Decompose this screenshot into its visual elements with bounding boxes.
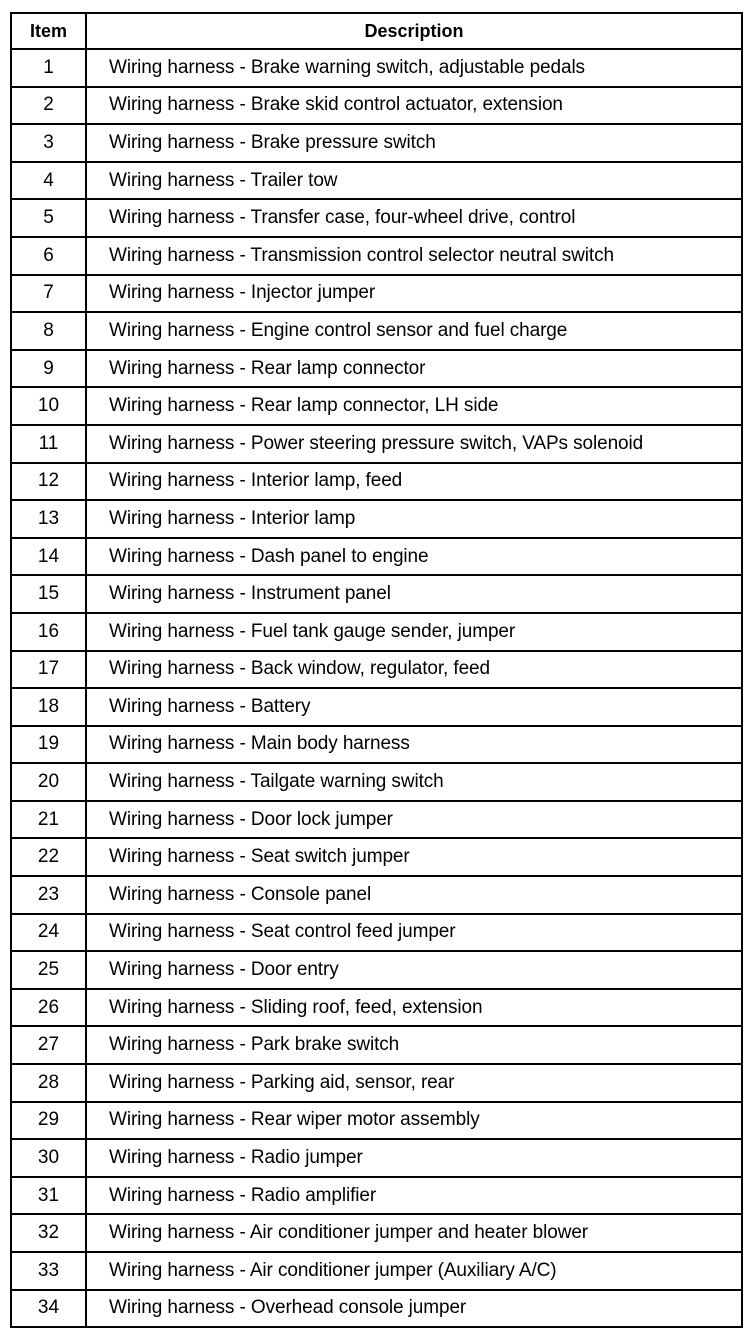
item-description-cell: Wiring harness - Parking aid, sensor, rear <box>86 1064 742 1102</box>
table-row <box>11 87 742 125</box>
table-row <box>11 651 742 689</box>
item-description-cell: Wiring harness - Air conditioner jumper and heater blower <box>86 1214 742 1252</box>
item-number-cell: 6 <box>11 237 86 275</box>
item-description-cell: Wiring harness - Power steering pressure switch, VAPs solenoid <box>86 425 742 463</box>
item-description-cell: Wiring harness - Radio jumper <box>86 1139 742 1177</box>
description-column-header: Description <box>86 13 742 49</box>
item-number-cell: 9 <box>11 350 86 388</box>
parts-table-container <box>10 12 741 1328</box>
item-description-cell: Wiring harness - Dash panel to engine <box>86 538 742 576</box>
item-number-cell: 29 <box>11 1102 86 1140</box>
item-number-cell: 26 <box>11 989 86 1027</box>
item-number-cell: 14 <box>11 538 86 576</box>
item-number-cell: 11 <box>11 425 86 463</box>
table-row <box>11 575 742 613</box>
table-row <box>11 801 742 839</box>
table-row <box>11 49 742 87</box>
table-row <box>11 463 742 501</box>
table-row <box>11 1139 742 1177</box>
table-row <box>11 275 742 313</box>
item-number-cell: 28 <box>11 1064 86 1102</box>
item-number-cell: 30 <box>11 1139 86 1177</box>
item-number-cell: 15 <box>11 575 86 613</box>
item-number-cell: 16 <box>11 613 86 651</box>
table-row <box>11 538 742 576</box>
item-number-cell: 33 <box>11 1252 86 1290</box>
table-row <box>11 914 742 952</box>
item-description-cell: Wiring harness - Console panel <box>86 876 742 914</box>
table-row <box>11 425 742 463</box>
item-number-cell: 2 <box>11 87 86 125</box>
item-number-cell: 19 <box>11 726 86 764</box>
item-number-cell: 13 <box>11 500 86 538</box>
item-description-cell: Wiring harness - Door lock jumper <box>86 801 742 839</box>
table-row <box>11 1064 742 1102</box>
table-row <box>11 838 742 876</box>
wiring-harness-table <box>10 12 743 1328</box>
item-description-cell: Wiring harness - Transmission control selector neutral switch <box>86 237 742 275</box>
item-description-cell: Wiring harness - Overhead console jumper <box>86 1290 742 1328</box>
item-description-cell: Wiring harness - Tailgate warning switch <box>86 763 742 801</box>
table-row <box>11 312 742 350</box>
item-description-cell: Wiring harness - Park brake switch <box>86 1026 742 1064</box>
item-description-cell: Wiring harness - Engine control sensor and fuel charge <box>86 312 742 350</box>
item-description-cell: Wiring harness - Back window, regulator, feed <box>86 651 742 689</box>
item-description-cell: Wiring harness - Seat switch jumper <box>86 838 742 876</box>
item-number-cell: 5 <box>11 199 86 237</box>
item-number-cell: 34 <box>11 1290 86 1328</box>
item-number-cell: 1 <box>11 49 86 87</box>
item-column-header: Item <box>11 13 86 49</box>
table-row <box>11 124 742 162</box>
table-row <box>11 1252 742 1290</box>
item-description-cell: Wiring harness - Brake pressure switch <box>86 124 742 162</box>
table-row <box>11 951 742 989</box>
table-row <box>11 237 742 275</box>
item-number-cell: 7 <box>11 275 86 313</box>
table-row <box>11 688 742 726</box>
item-description-cell: Wiring harness - Air conditioner jumper (Auxiliary A/C) <box>86 1252 742 1290</box>
item-description-cell: Wiring harness - Seat control feed jumper <box>86 914 742 952</box>
item-description-cell: Wiring harness - Interior lamp <box>86 500 742 538</box>
item-number-cell: 21 <box>11 801 86 839</box>
table-row <box>11 1214 742 1252</box>
table-row <box>11 1102 742 1140</box>
item-description-cell: Wiring harness - Instrument panel <box>86 575 742 613</box>
item-description-cell: Wiring harness - Main body harness <box>86 726 742 764</box>
item-description-cell: Wiring harness - Rear lamp connector, LH side <box>86 387 742 425</box>
item-description-cell: Wiring harness - Rear lamp connector <box>86 350 742 388</box>
table-row <box>11 500 742 538</box>
item-description-cell: Wiring harness - Injector jumper <box>86 275 742 313</box>
item-number-cell: 24 <box>11 914 86 952</box>
item-description-cell: Wiring harness - Fuel tank gauge sender, jumper <box>86 613 742 651</box>
header-row <box>11 13 742 49</box>
table-row <box>11 350 742 388</box>
table-row <box>11 1290 742 1328</box>
item-description-cell: Wiring harness - Rear wiper motor assembly <box>86 1102 742 1140</box>
item-description-cell: Wiring harness - Brake warning switch, adjustable pedals <box>86 49 742 87</box>
item-number-cell: 22 <box>11 838 86 876</box>
table-row <box>11 763 742 801</box>
item-number-cell: 31 <box>11 1177 86 1215</box>
table-row <box>11 876 742 914</box>
table-row <box>11 387 742 425</box>
table-row <box>11 1177 742 1215</box>
item-number-cell: 4 <box>11 162 86 200</box>
item-number-cell: 32 <box>11 1214 86 1252</box>
item-number-cell: 17 <box>11 651 86 689</box>
item-number-cell: 18 <box>11 688 86 726</box>
item-number-cell: 27 <box>11 1026 86 1064</box>
table-row <box>11 613 742 651</box>
item-number-cell: 10 <box>11 387 86 425</box>
item-description-cell: Wiring harness - Interior lamp, feed <box>86 463 742 501</box>
item-number-cell: 25 <box>11 951 86 989</box>
table-row <box>11 726 742 764</box>
table-body <box>11 49 742 1327</box>
item-description-cell: Wiring harness - Battery <box>86 688 742 726</box>
table-row <box>11 162 742 200</box>
table-row <box>11 989 742 1027</box>
table-row <box>11 199 742 237</box>
item-number-cell: 3 <box>11 124 86 162</box>
item-number-cell: 23 <box>11 876 86 914</box>
table-row <box>11 1026 742 1064</box>
item-number-cell: 8 <box>11 312 86 350</box>
item-number-cell: 12 <box>11 463 86 501</box>
item-description-cell: Wiring harness - Brake skid control actuator, extension <box>86 87 742 125</box>
item-description-cell: Wiring harness - Radio amplifier <box>86 1177 742 1215</box>
item-description-cell: Wiring harness - Door entry <box>86 951 742 989</box>
item-description-cell: Wiring harness - Trailer tow <box>86 162 742 200</box>
item-description-cell: Wiring harness - Transfer case, four-wheel drive, control <box>86 199 742 237</box>
item-description-cell: Wiring harness - Sliding roof, feed, extension <box>86 989 742 1027</box>
item-number-cell: 20 <box>11 763 86 801</box>
